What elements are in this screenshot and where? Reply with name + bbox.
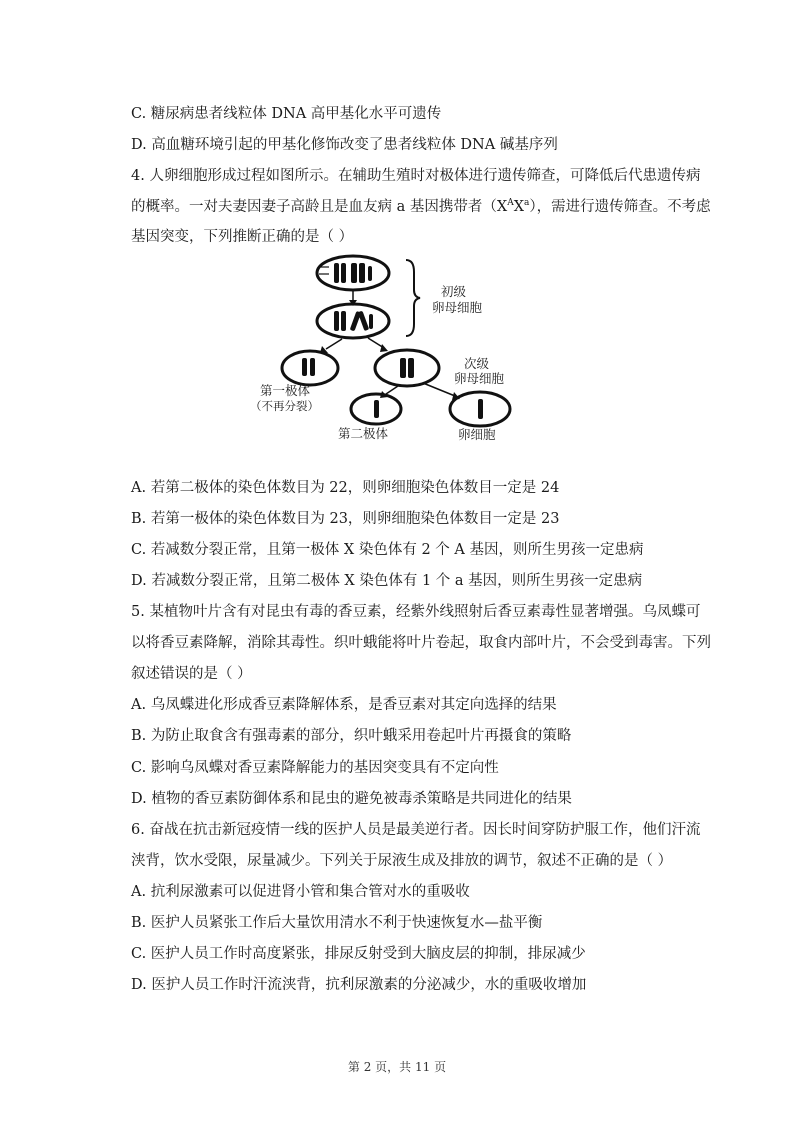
q5-option-a: A. 乌凤蝶进化形成香豆素降解体系，是香豆素对其定向选择的结果 bbox=[131, 697, 557, 713]
label-secondary-1: 次级 bbox=[464, 356, 490, 371]
q4-option-c: C. 若减数分裂正常，且第一极体 X 染色体有 2 个 A 基因，则所生男孩一定患病 bbox=[131, 542, 644, 558]
q5-stem-line1: 5. 某植物叶片含有对昆虫有毒的香豆素，经紫外线照射后香豆素毒性显著增强。乌凤蝶可 bbox=[131, 604, 701, 620]
q4-option-d: D. 若减数分裂正常，且第二极体 X 染色体有 1 个 a 基因，则所生男孩一定患病 bbox=[131, 573, 643, 589]
label-primary-2: 卵母细胞 bbox=[432, 300, 483, 315]
page-footer: 第 2 页，共 11 页 bbox=[347, 1060, 447, 1074]
q4-stem-line2: 的概率。一对夫妻因妻子高龄且是血友病 a 基因携带者$(X^AX^a)$，需进行遗传筛查。不考虑 bbox=[131, 198, 711, 215]
label-no-division: （不再分裂） bbox=[250, 399, 319, 413]
q3-option-d: D. 高血糖环境引起的甲基化修饰改变了患者线粒体 DNA 碱基序列 bbox=[131, 137, 558, 153]
q4-option-b: B. 若第一极体的染色体数目为 23，则卵细胞染色体数目一定是 23 bbox=[131, 511, 560, 527]
secondary-oocyte-cell bbox=[375, 350, 439, 386]
q6-option-c: C. 医护人员工作时高度紧张，排尿反射受到大脑皮层的抑制，排尿减少 bbox=[131, 946, 586, 962]
oogenesis-figure bbox=[258, 254, 526, 444]
q6-option-d: D. 医护人员工作时汗流浃背，抗利尿激素的分泌减少，水的重吸收增加 bbox=[131, 977, 587, 993]
q6-option-b: B. 医护人员紧张工作后大量饮用清水不利于快速恢复水—盐平衡 bbox=[131, 915, 543, 931]
oogenesis-diagram bbox=[250, 254, 526, 444]
q6-stem-line2: 浃背，饮水受限，尿量减少。下列关于尿液生成及排放的调节，叙述不正确的是（ ） bbox=[131, 853, 673, 869]
q6-option-a: A. 抗利尿激素可以促进肾小管和集合管对水的重吸收 bbox=[131, 884, 470, 900]
label-egg: 卵细胞 bbox=[458, 427, 496, 442]
q5-stem-line2: 以将香豆素降解，消除其毒性。织叶蛾能将叶片卷起，取食内部叶片，不会受到毒害。下列 bbox=[131, 635, 711, 651]
q4-stem-line1: 4. 人卵细胞形成过程如图所示。在辅助生殖时对极体进行遗传筛查，可降低后代患遗传病 bbox=[131, 168, 701, 184]
q6-stem-line1: 6. 奋战在抗击新冠疫情一线的医护人员是最美逆行者。因长时间穿防护服工作，他们汗流 bbox=[131, 822, 701, 838]
brace bbox=[406, 260, 420, 336]
label-secondary-2: 卵母细胞 bbox=[454, 371, 505, 386]
label-first-polar-body: 第一极体 bbox=[260, 383, 311, 398]
q5-stem-line3: 叙述错误的是（ ） bbox=[131, 666, 252, 682]
q5-option-d: D. 植物的香豆素防御体系和昆虫的避免被毒杀策略是共同进化的结果 bbox=[131, 791, 572, 807]
label-second-polar-body: 第二极体 bbox=[338, 426, 389, 441]
q4-stem-line3: 基因突变，下列推断正确的是（ ） bbox=[131, 229, 354, 245]
label-primary-1: 初级 bbox=[441, 284, 467, 299]
q3-option-c: C. 糖尿病患者线粒体 DNA 高甲基化水平可遗传 bbox=[131, 106, 442, 122]
q5-option-b: B. 为防止取食含有强毒素的部分，织叶蛾采用卷起叶片再摄食的策略 bbox=[131, 728, 572, 744]
q5-option-c: C. 影响乌凤蝶对香豆素降解能力的基因突变具有不定向性 bbox=[131, 760, 499, 776]
q4-option-a: A. 若第二极体的染色体数目为 22，则卵细胞染色体数目一定是 24 bbox=[131, 480, 560, 496]
